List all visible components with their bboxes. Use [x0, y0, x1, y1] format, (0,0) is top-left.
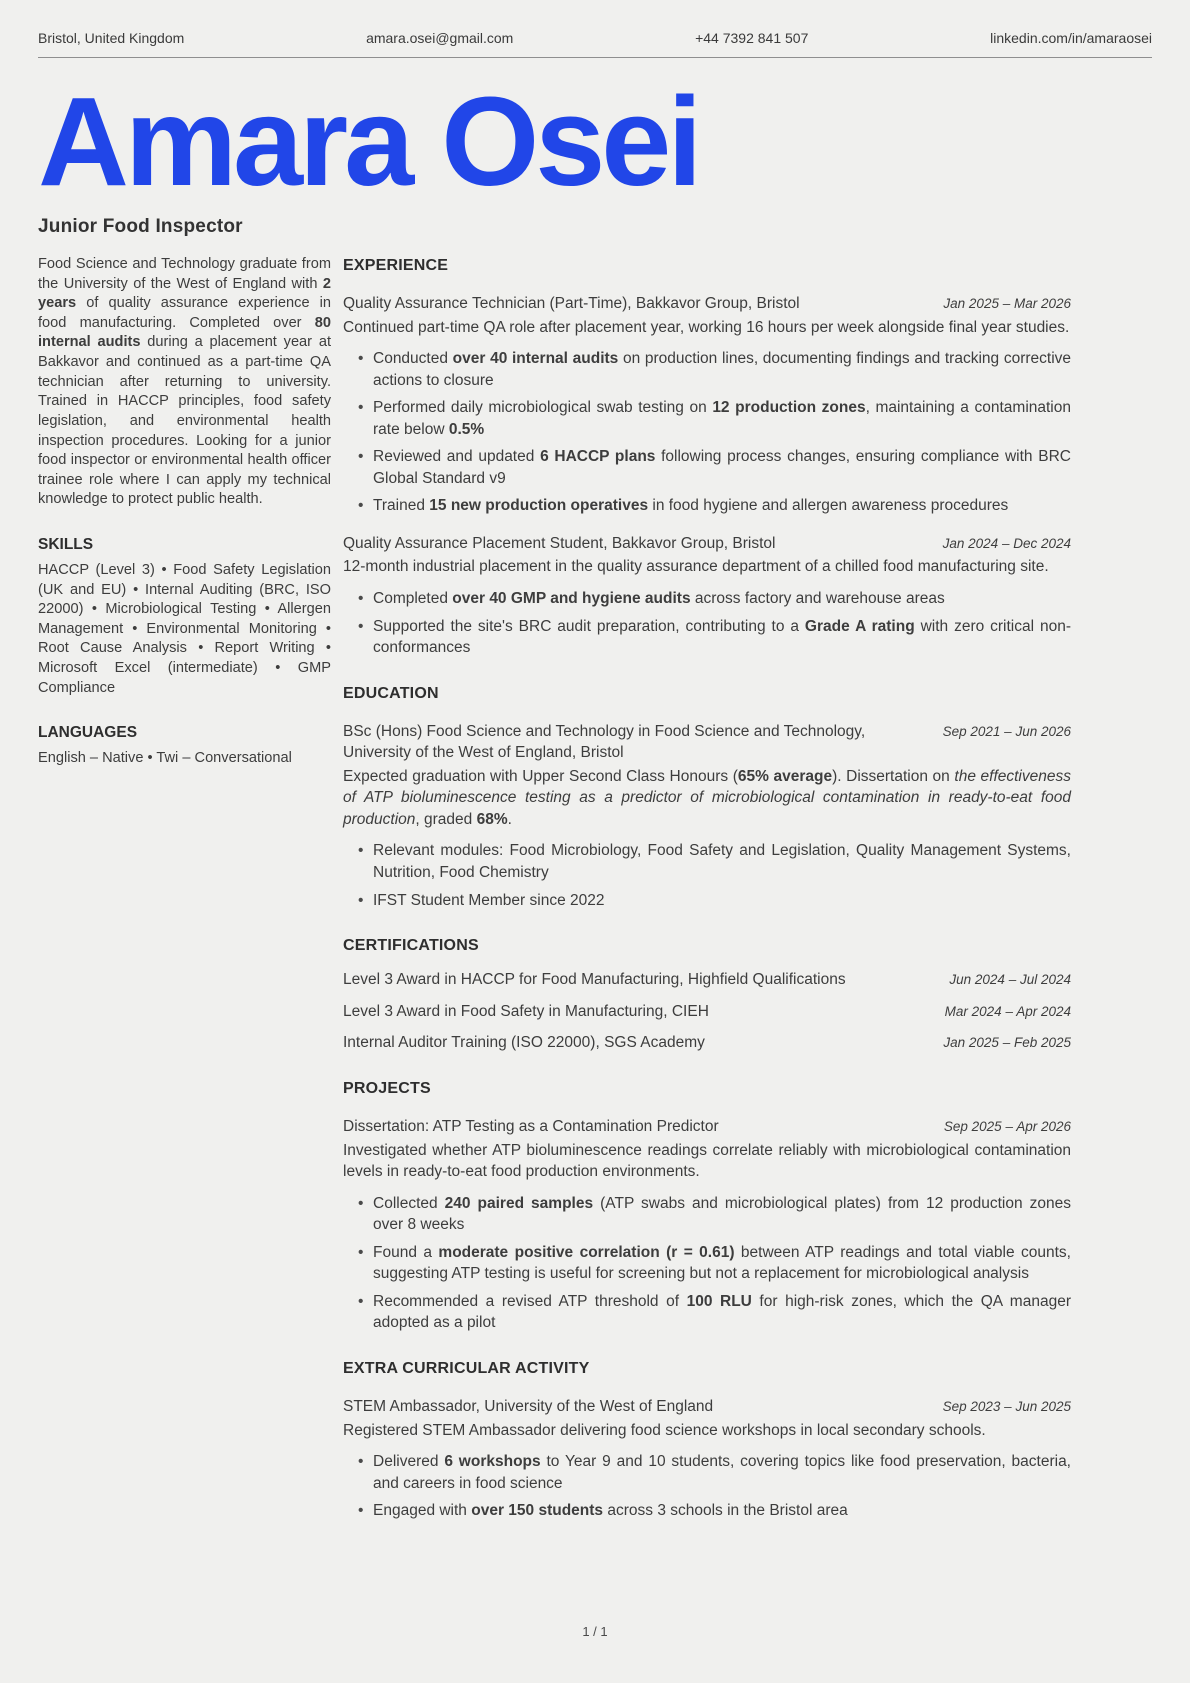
extra-curricular-entry [343, 1396, 1071, 1522]
text-segment: 15 new production operatives [429, 497, 649, 515]
entry-header [343, 721, 1071, 764]
text-segment: Relevant modules: Food Microbiology, Food Safety and Legislation, Quality Management Systems, Nutrition, Food Chemistry [373, 842, 1071, 881]
content-columns [38, 255, 1152, 1528]
education-heading: EDUCATION [343, 684, 439, 702]
job-title: Junior Food Inspector [38, 215, 243, 237]
entry-title: BSc (Hons) Food Science and Technology in Food Science and Technology, University of the West of England, Bristol [343, 722, 866, 762]
certification-row [343, 1032, 1071, 1054]
text-segment: across factory and warehouse areas [690, 589, 945, 607]
text-segment: with zero critical non-conformances [373, 617, 1072, 657]
entry-bullet-list [343, 588, 1071, 659]
main-column [343, 255, 1071, 1528]
education-entry [343, 721, 1071, 911]
bullet-item [343, 348, 1071, 391]
text-segment: on production lines, documenting findings and tracking corrective actions to closure [373, 350, 1072, 389]
experience-entry [343, 533, 1071, 659]
text-segment: the effectiveness of ATP bioluminescence testing as a predictor of microbiological contamination in ready-to-eat food production [343, 767, 1071, 828]
page-number: 1 / 1 [582, 1624, 608, 1639]
entry-header [343, 1116, 1071, 1138]
text-segment: Expected graduation with Upper Second Class Honours ( [343, 767, 738, 785]
text-segment: across 3 schools in the Bristol area [603, 1502, 848, 1520]
text-segment: Trained [373, 497, 430, 515]
contact-phone: +44 7392 841 507 [695, 30, 809, 46]
languages-heading: LANGUAGES [38, 724, 138, 742]
text-segment: over 150 students [471, 1502, 604, 1520]
extra-curricular-heading: EXTRA CURRICULAR ACTIVITY [343, 1359, 590, 1377]
text-segment: following process changes, ensuring compliance with BRC Global Standard v9 [373, 448, 1071, 487]
entry-title: Quality Assurance Placement Student, Bakkavor Group, Bristol [343, 534, 776, 552]
text-segment: IFST Student Member since 2022 [373, 891, 605, 909]
certification-title: Internal Auditor Training (ISO 22000), SGS Academy [343, 1034, 705, 1052]
skills-heading: SKILLS [38, 536, 94, 554]
entry-description: Investigated whether ATP bioluminescence readings correlate reliably with microbiological contamination levels in ready-to-eat food production environments. [343, 1141, 1071, 1181]
text-segment: 12 production zones [712, 399, 866, 417]
text-segment: Recommended a revised ATP threshold of [373, 1292, 687, 1310]
certification-date: Mar 2024 – Apr 2024 [944, 1003, 1071, 1019]
text-segment: 2 years [38, 275, 331, 312]
entry-description: Registered STEM Ambassador delivering food science workshops in local secondary schools. [343, 1421, 986, 1439]
section-projects [343, 1078, 1071, 1334]
text-segment: , maintaining a contamination rate below [373, 399, 1071, 438]
entry-date: Jan 2025 – Mar 2026 [943, 296, 1071, 312]
bullet-item [343, 1242, 1071, 1285]
text-segment: 65% average [737, 767, 833, 785]
sidebar-column [38, 255, 331, 769]
contact-linkedin: linkedin.com/in/amaraosei [990, 30, 1152, 46]
certifications-heading: CERTIFICATIONS [343, 937, 479, 955]
text-segment: , graded [415, 810, 477, 828]
certification-date: Jun 2024 – Jul 2024 [949, 972, 1071, 988]
bullet-item [343, 446, 1071, 489]
entry-date: Sep 2021 – Jun 2026 [942, 723, 1071, 739]
text-segment: Grade A rating [804, 617, 915, 635]
experience-entry [343, 293, 1071, 517]
text-segment: Conducted [373, 350, 453, 368]
text-segment: 240 paired samples [444, 1194, 594, 1212]
text-segment: (ATP swabs and microbiological plates) from 12 production zones over 8 weeks [373, 1194, 1071, 1234]
entry-title: Dissertation: ATP Testing as a Contamination Predictor [343, 1118, 719, 1136]
bullet-item [343, 1291, 1071, 1334]
contact-location: Bristol, United Kingdom [38, 30, 185, 46]
experience-heading: EXPERIENCE [343, 256, 449, 274]
certification-row [343, 1001, 1071, 1023]
bullet-item [343, 397, 1071, 440]
bullet-item [343, 1451, 1071, 1494]
summary-paragraph [38, 255, 331, 510]
entry-bullet-list [343, 1193, 1071, 1334]
text-segment: Supported the site's BRC audit preparation, contributing to a [373, 617, 805, 635]
section-extra-curricular [343, 1358, 1071, 1522]
text-segment: Collected [373, 1194, 445, 1212]
text-segment: 68% [476, 810, 508, 828]
certification-row [343, 969, 1071, 991]
entry-title: STEM Ambassador, University of the West of England [343, 1398, 714, 1416]
languages-text: English – Native • Twi – Conversational [38, 750, 292, 767]
section-certifications [343, 935, 1071, 1054]
projects-heading: PROJECTS [343, 1079, 431, 1097]
entry-bullet-list [343, 348, 1071, 517]
entry-description [343, 766, 1071, 831]
entry-header [343, 533, 1071, 555]
certification-title: Level 3 Award in Food Safety in Manufacturing, CIEH [343, 1002, 709, 1020]
bullet-item [343, 840, 1071, 883]
text-segment: of quality assurance experience in food manufacturing. Completed over [38, 295, 331, 331]
entry-date: Jan 2024 – Dec 2024 [942, 535, 1071, 551]
bullet-item [343, 588, 1071, 610]
header-divider [38, 57, 1152, 58]
text-segment: 80 internal audits [38, 314, 331, 351]
skills-text: HACCP (Level 3) • Food Safety Legislation (UK and EU) • Internal Auditing (BRC, ISO 22000) • Microbiological Testing • Allergen Management • Environmental Monitoring • Root Cause Analysis • Report Writing • Microsoft Excel (intermediate) • GMP Compliance [38, 561, 331, 696]
text-segment: Found a [373, 1243, 439, 1261]
bullet-item [343, 1500, 1071, 1522]
bullet-item [343, 890, 1071, 912]
bullet-item [343, 495, 1071, 517]
text-segment: in food hygiene and allergen awareness procedures [648, 497, 1009, 515]
bullet-item [343, 616, 1071, 659]
text-segment: Food Science and Technology graduate from the University of the West of England with [38, 255, 331, 292]
text-segment: 0.5% [448, 420, 485, 438]
bullet-item [343, 1193, 1071, 1236]
text-segment: . [507, 810, 512, 828]
text-segment: during a placement year at Bakkavor and continued as a part-time QA technician after returning to university. Trained in HACCP principles, food safety legislation, and environmental health inspection procedures. Looking for a junior food inspector or environmental health officer trainee role where I can apply my technical knowledge to protect public health. [38, 334, 331, 508]
text-segment: over 40 internal audits [452, 350, 619, 368]
entry-header [343, 293, 1071, 315]
text-segment: Completed [373, 589, 453, 607]
entry-description: 12-month industrial placement in the quality assurance department of a chilled food manufacturing site. [343, 558, 1049, 576]
section-experience [343, 255, 1071, 659]
text-segment: Reviewed and updated [373, 448, 541, 466]
contact-email: amara.osei@gmail.com [366, 30, 514, 46]
text-segment: moderate positive correlation (r = 0.61) [438, 1243, 735, 1261]
contact-bar [38, 30, 1152, 46]
text-segment: between ATP readings and total viable counts, suggesting ATP testing is useful for screening but not a replacement for microbiological analysis [373, 1243, 1071, 1283]
person-name: Amara Osei [38, 71, 699, 212]
text-segment: Delivered [373, 1453, 445, 1471]
entry-description: Continued part-time QA role after placement year, working 16 hours per week alongside final year studies. [343, 318, 1070, 336]
text-segment: 6 workshops [444, 1453, 541, 1471]
entry-bullet-list [343, 840, 1071, 911]
entry-title: Quality Assurance Technician (Part-Time), Bakkavor Group, Bristol [343, 295, 800, 313]
text-segment: Engaged with [373, 1502, 472, 1520]
text-segment: ). Dissertation on [832, 767, 955, 785]
text-segment: to Year 9 and 10 students, covering topics like food preservation, bacteria, and careers in food science [373, 1453, 1071, 1492]
text-segment: 100 RLU [686, 1292, 752, 1310]
project-entry [343, 1116, 1071, 1334]
text-segment: Performed daily microbiological swab testing on [373, 399, 713, 417]
entry-bullet-list [343, 1451, 1071, 1522]
certification-date: Jan 2025 – Feb 2025 [943, 1035, 1071, 1051]
section-education [343, 683, 1071, 911]
entry-date: Sep 2025 – Apr 2026 [943, 1119, 1071, 1135]
certification-title: Level 3 Award in HACCP for Food Manufacturing, Highfield Qualifications [343, 971, 846, 989]
text-segment: over 40 GMP and hygiene audits [452, 589, 691, 607]
entry-date: Sep 2023 – Jun 2025 [942, 1399, 1071, 1415]
entry-header [343, 1396, 1071, 1418]
text-segment: for high-risk zones, which the QA manager adopted as a pilot [373, 1292, 1071, 1332]
text-segment: 6 HACCP plans [540, 448, 656, 466]
